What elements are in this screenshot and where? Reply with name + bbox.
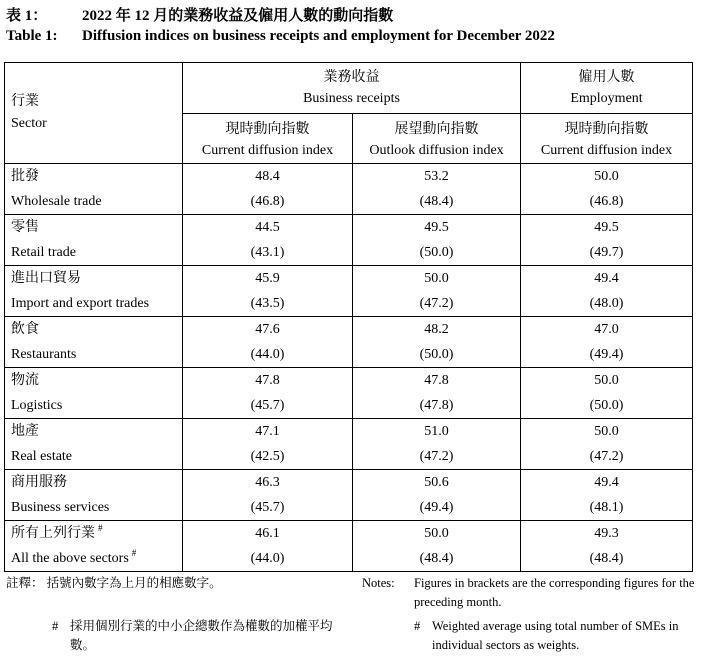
sector-cell: [5, 317, 183, 368]
employment-current-index-header-english: Current diffusion index: [540, 143, 673, 158]
receipts-outlook-index-header-chinese: 展望動向指數: [394, 122, 479, 137]
sector-name-english: Import and export trades: [11, 296, 150, 311]
employment-current-previous-month-value: (50.0): [589, 398, 624, 413]
table-title-english-text: Diffusion indices on business receipts and employment for December 2022: [82, 28, 555, 44]
header-row-groups: [5, 63, 693, 114]
table-label-chinese: 表 1：: [6, 8, 48, 24]
sector-line-english: [11, 393, 182, 418]
note-chinese-weighted: [52, 617, 342, 655]
receipts-outlook-previous-month-value: (48.4): [419, 194, 454, 209]
sector-name-english: Business services: [11, 500, 110, 515]
sector-line-english: [11, 189, 182, 214]
employment-current-previous-month-value: (47.2): [589, 449, 624, 464]
sector-header-english: Sector: [11, 116, 47, 131]
receipts-outlook-cell: [353, 266, 521, 317]
sector-name-english: Wholesale trade: [11, 194, 102, 209]
sector-cell: [5, 266, 183, 317]
receipts-current-cell: [183, 470, 353, 521]
receipts-current-cell: [183, 317, 353, 368]
sector-line-english: [11, 291, 182, 316]
receipts-current-cell: [183, 266, 353, 317]
table-row: [5, 215, 693, 266]
sector-cell: [5, 419, 183, 470]
employment-current-value: 49.3: [594, 526, 619, 541]
employment-current-index-header-chinese: 現時動向指數: [564, 122, 649, 137]
note-english-brackets: Figures in brackets are the corresponding figures for the preceding month.: [414, 576, 695, 609]
receipts-outlook-previous-month-value: (47.2): [419, 449, 454, 464]
receipts-outlook-cell: [353, 470, 521, 521]
employment-current-cell: [521, 419, 693, 470]
note-english-hash-marker: #: [414, 619, 421, 633]
sector-line-english: [11, 495, 182, 520]
table-row: [5, 521, 693, 572]
receipts-outlook-index-header: [353, 114, 521, 164]
sector-line-chinese: [11, 368, 182, 393]
employment-current-value: 49.4: [594, 271, 619, 286]
table-title-chinese-text: 2022 年 12 月的業務收益及僱用人數的動向指數: [82, 8, 394, 24]
sector-line-english: [11, 546, 182, 571]
receipts-current-cell: [183, 521, 353, 572]
sector-cell: [5, 368, 183, 419]
receipts-outlook-cell: [353, 215, 521, 266]
employment-current-previous-month-value: (48.1): [589, 500, 624, 515]
sector-name-english: Restaurants: [11, 347, 77, 362]
receipts-current-cell: [183, 368, 353, 419]
employment-current-index-header: [521, 114, 693, 164]
sector-name-chinese: 商用服務: [11, 475, 67, 490]
sector-name-chinese: 飲食: [11, 322, 39, 337]
receipts-current-value: 48.4: [255, 169, 280, 184]
table-row: [5, 419, 693, 470]
receipts-outlook-cell: [353, 317, 521, 368]
employment-current-value: 50.0: [594, 373, 619, 388]
weighted-average-marker: #: [98, 523, 103, 533]
employment-current-value: 49.4: [594, 475, 619, 490]
sector-line-chinese: [11, 215, 182, 240]
receipts-current-previous-month-value: (44.0): [250, 347, 285, 362]
receipts-outlook-previous-month-value: (49.4): [419, 500, 454, 515]
sector-line-chinese: [11, 419, 182, 444]
table-row: [5, 317, 693, 368]
note-english-weighted: [414, 617, 714, 655]
receipts-current-previous-month-value: (42.5): [250, 449, 285, 464]
sector-name-chinese: 物流: [11, 373, 39, 388]
employment-current-previous-month-value: (49.4): [589, 347, 624, 362]
table-title-chinese: [6, 4, 393, 25]
receipts-outlook-cell: [353, 521, 521, 572]
receipts-current-previous-month-value: (46.8): [250, 194, 285, 209]
receipts-outlook-previous-month-value: (50.0): [419, 245, 454, 260]
employment-current-cell: [521, 317, 693, 368]
table-row: [5, 164, 693, 215]
receipts-current-previous-month-value: (45.7): [250, 398, 285, 413]
receipts-outlook-previous-month-value: (50.0): [419, 347, 454, 362]
sector-name-english: All the above sectors: [11, 551, 129, 566]
employment-current-value: 47.0: [594, 322, 619, 337]
receipts-outlook-value: 50.6: [424, 475, 449, 490]
receipts-current-value: 47.1: [255, 424, 280, 439]
business-receipts-header: [183, 63, 521, 114]
sector-line-english: [11, 240, 182, 265]
receipts-outlook-value: 49.5: [424, 220, 449, 235]
employment-header-english: Employment: [570, 91, 643, 106]
receipts-current-cell: [183, 164, 353, 215]
receipts-current-previous-month-value: (43.1): [250, 245, 285, 260]
table-row: [5, 470, 693, 521]
employment-current-value: 50.0: [594, 424, 619, 439]
employment-current-cell: [521, 521, 693, 572]
sector-name-chinese: 所有上列行業: [11, 526, 95, 541]
note-chinese-hash-marker: #: [52, 619, 59, 633]
receipts-current-value: 46.1: [255, 526, 280, 541]
receipts-current-index-header-chinese: 現時動向指數: [225, 122, 310, 137]
employment-current-cell: [521, 266, 693, 317]
sector-header-chinese: 行業: [11, 94, 39, 109]
receipts-outlook-previous-month-value: (48.4): [419, 551, 454, 566]
employment-current-previous-month-value: (46.8): [589, 194, 624, 209]
receipts-outlook-previous-month-value: (47.2): [419, 296, 454, 311]
receipts-outlook-value: 51.0: [424, 424, 449, 439]
receipts-outlook-cell: [353, 419, 521, 470]
receipts-outlook-index-header-english: Outlook diffusion index: [369, 143, 504, 158]
table-label-english: Table 1:: [6, 28, 58, 44]
note-chinese-brackets: 註釋： 括號內數字為上月的相應數字。: [6, 576, 222, 590]
sector-line-chinese: [11, 317, 182, 342]
sector-line-chinese: [11, 266, 182, 291]
employment-current-value: 50.0: [594, 169, 619, 184]
sector-name-english: Logistics: [11, 398, 63, 413]
business-receipts-header-chinese: 業務收益: [323, 70, 380, 85]
receipts-current-previous-month-value: (44.0): [250, 551, 285, 566]
employment-current-previous-month-value: (49.7): [589, 245, 624, 260]
sector-line-chinese: [11, 470, 182, 495]
receipts-outlook-cell: [353, 368, 521, 419]
diffusion-index-table: [4, 62, 693, 572]
note-english-weighted-text: Weighted average using total number of SMEs in individual sectors as weights.: [432, 619, 679, 652]
table-row: [5, 368, 693, 419]
receipts-outlook-previous-month-value: (47.8): [419, 398, 454, 413]
receipts-current-previous-month-value: (43.5): [250, 296, 285, 311]
sector-name-chinese: 批發: [11, 169, 39, 184]
sector-line-chinese: [11, 521, 182, 546]
receipts-current-value: 46.3: [255, 475, 280, 490]
sector-cell: [5, 215, 183, 266]
sector-name-english: Retail trade: [11, 245, 76, 260]
sector-cell: [5, 470, 183, 521]
receipts-current-cell: [183, 419, 353, 470]
employment-current-previous-month-value: (48.0): [589, 296, 624, 311]
note-chinese-weighted-text: 採用個別行業的中小企總數作為權數的加權平均數。: [70, 619, 333, 652]
sector-line-english: [11, 342, 182, 367]
receipts-current-value: 47.8: [255, 373, 280, 388]
receipts-outlook-value: 50.0: [424, 526, 449, 541]
sector-name-english: Real estate: [11, 449, 73, 464]
weighted-average-marker: #: [131, 548, 137, 558]
notes-label-english: Notes:: [362, 576, 395, 590]
sector-name-chinese: 地產: [11, 424, 39, 439]
employment-current-cell: [521, 215, 693, 266]
receipts-outlook-value: 47.8: [424, 373, 449, 388]
employment-current-previous-month-value: (48.4): [589, 551, 624, 566]
table-title-english: [6, 28, 555, 45]
sector-name-chinese: 零售: [11, 220, 39, 235]
business-receipts-header-english: Business receipts: [303, 91, 400, 106]
sector-line-english: [11, 444, 182, 469]
sector-line-chinese: [11, 164, 182, 189]
receipts-current-value: 45.9: [255, 271, 280, 286]
receipts-outlook-value: 53.2: [424, 169, 449, 184]
sector-cell: [5, 164, 183, 215]
table-row: [5, 266, 693, 317]
employment-current-cell: [521, 368, 693, 419]
employment-header-chinese: 僱用人數: [578, 70, 635, 85]
receipts-current-cell: [183, 215, 353, 266]
sector-cell: [5, 521, 183, 572]
receipts-current-value: 44.5: [255, 220, 280, 235]
receipts-current-index-header-english: Current diffusion index: [201, 143, 334, 158]
employment-current-cell: [521, 164, 693, 215]
receipts-current-index-header: [183, 114, 353, 164]
sector-header: [5, 63, 183, 164]
receipts-outlook-value: 48.2: [424, 322, 449, 337]
receipts-current-value: 47.6: [255, 322, 280, 337]
employment-current-cell: [521, 470, 693, 521]
employment-header: [521, 63, 693, 114]
receipts-current-previous-month-value: (45.7): [250, 500, 285, 515]
employment-current-value: 49.5: [594, 220, 619, 235]
receipts-outlook-value: 50.0: [424, 271, 449, 286]
receipts-outlook-cell: [353, 164, 521, 215]
sector-name-chinese: 進出口貿易: [11, 271, 81, 286]
